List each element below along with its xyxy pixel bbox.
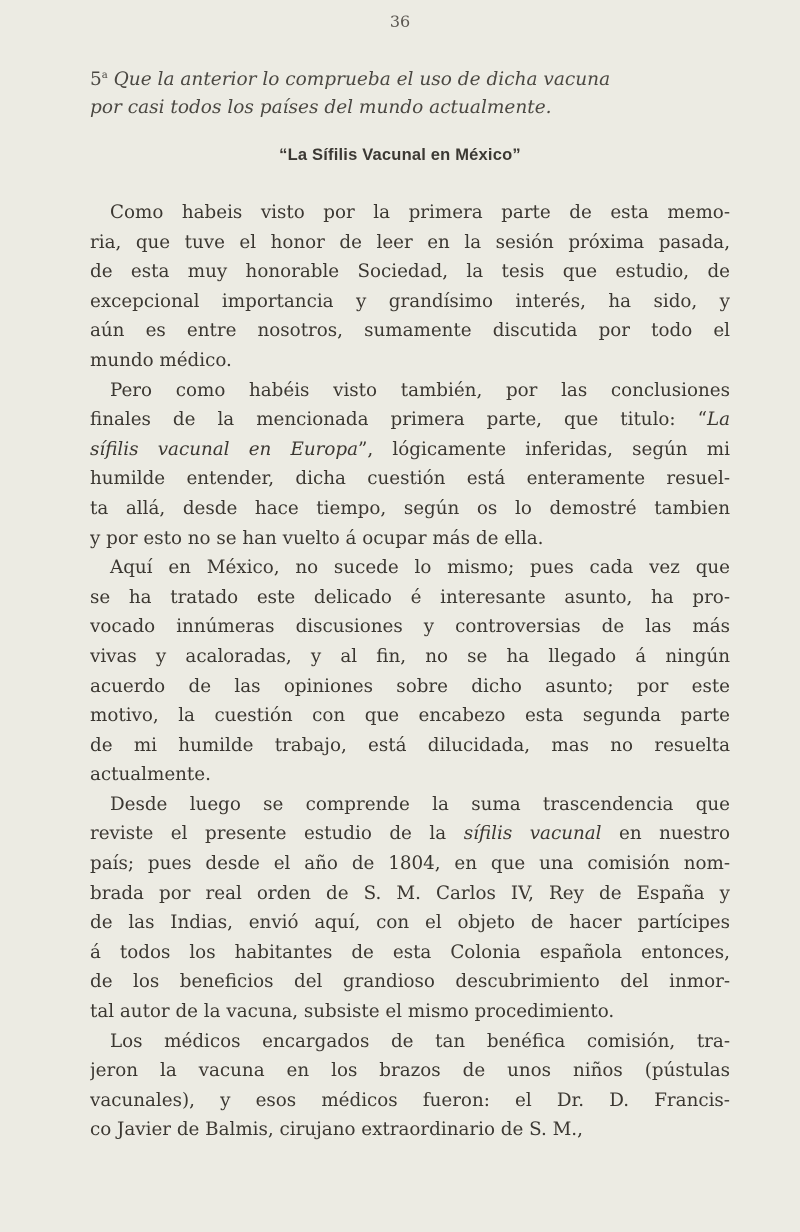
text-line <box>90 553 730 583</box>
text-span: vacunales), y esos médicos fueron: el Dr. D. Francis- <box>90 1089 730 1111</box>
text-line <box>90 494 730 524</box>
text-line <box>90 997 730 1027</box>
text-line <box>90 198 730 228</box>
text-line <box>90 849 730 879</box>
text-span: finales de la mencionada primera parte, que titulo: “ <box>90 409 707 431</box>
text-span: Como habeis visto por la primera parte de esta memo- <box>110 202 730 223</box>
text-line <box>90 879 730 909</box>
text-line <box>90 1027 730 1057</box>
section-heading-text-1: Que la anterior lo comprueba el uso de dicha vacuna <box>113 69 611 91</box>
text-line <box>90 731 730 761</box>
text-line <box>90 435 730 465</box>
text-span: ta allá, desde hace tiempo, según os lo demostré tambien <box>90 497 730 519</box>
text-span: se ha tratado este delicado é interesante asunto, ha pro- <box>90 586 730 608</box>
section-subtitle: “La Sífilis Vacunal en México” <box>279 146 521 164</box>
text-span: de los beneficios del grandioso descubrimiento del inmor- <box>90 971 730 993</box>
text-span: vivas y acaloradas, y al fin, no se ha llegado á ningún <box>90 645 730 667</box>
section-heading-line-1 <box>90 62 730 94</box>
text-span: y por esto no se han vuelto á ocupar más de ella. <box>90 527 544 549</box>
text-span: vocado innúmeras discusiones y controversias de las más <box>90 616 730 638</box>
text-line <box>90 967 730 997</box>
italic-text: sífilis vacunal en Europa <box>90 438 359 460</box>
text-line <box>90 760 730 790</box>
body-text <box>90 198 730 1145</box>
text-line <box>90 583 730 613</box>
text-line <box>90 701 730 731</box>
text-span: Los médicos encargados de tan benéfica comisión, tra- <box>110 1030 730 1052</box>
text-span: excepcional importancia y grandísimo interés, ha sido, y <box>90 290 730 312</box>
text-line <box>90 1056 730 1086</box>
section-number: 5 <box>90 69 102 91</box>
text-span: de las Indias, envió aquí, con el objeto de hacer partícipes <box>90 912 730 934</box>
text-span: actualmente. <box>90 764 211 786</box>
text-line <box>90 228 730 258</box>
text-line <box>90 672 730 702</box>
text-span: Pero como habéis visto también, por las conclusiones <box>110 379 730 401</box>
text-span: á todos los habitantes de esta Colonia española entonces, <box>90 941 730 963</box>
text-span: acuerdo de las opiniones sobre dicho asunto; por este <box>90 675 730 697</box>
text-line <box>90 938 730 968</box>
text-span: brada por real orden de S. M. Carlos IV, Rey de España y <box>90 882 730 904</box>
text-span: ”, lógicamente inferidas, según mi <box>358 438 730 460</box>
text-span: tal autor de la vacuna, subsiste el mismo procedimiento. <box>90 1001 615 1023</box>
text-line <box>90 346 730 376</box>
text-span: reviste el presente estudio de la <box>90 823 464 845</box>
text-line <box>90 376 730 406</box>
text-span: de mi humilde trabajo, está dilucidada, mas no resuelta <box>90 734 730 756</box>
text-span: Desde luego se comprende la suma trascendencia que <box>110 793 730 815</box>
text-span: humilde entender, dicha cuestión está enteramente resuel- <box>90 468 730 490</box>
text-span: de esta muy honorable Sociedad, la tesis que estudio, de <box>90 261 730 283</box>
section-heading-line-2: por casi todos los países del mundo actualmente. <box>90 97 552 119</box>
text-line <box>90 524 730 554</box>
section-number-superscript: a <box>101 70 108 81</box>
text-line <box>90 405 730 435</box>
text-line <box>90 257 730 287</box>
text-line <box>90 642 730 672</box>
text-span: motivo, la cuestión con que encabezo esta segunda parte <box>90 705 730 727</box>
text-line <box>90 790 730 820</box>
section-heading <box>90 62 730 122</box>
text-span: en nuestro <box>601 823 730 845</box>
text-line <box>90 612 730 642</box>
text-span: ria, que tuve el honor de leer en la sesión próxima pasada, <box>90 231 730 253</box>
text-line <box>90 1115 730 1145</box>
text-line <box>90 908 730 938</box>
text-span: jeron la vacuna en los brazos de unos niños (pústulas <box>90 1060 730 1082</box>
text-span: mundo médico. <box>90 349 232 371</box>
text-span: Aquí en México, no sucede lo mismo; pues cada vez que <box>110 557 730 579</box>
text-line <box>90 819 730 849</box>
text-span: aún es entre nosotros, sumamente discutida por todo el <box>90 320 730 342</box>
italic-text: sífilis vacunal <box>463 823 602 845</box>
italic-text: La <box>706 409 730 431</box>
page-number: 36 <box>389 12 411 31</box>
text-span: país; pues desde el año de 1804, en que una comisión nom- <box>90 853 730 875</box>
text-span: co Javier de Balmis, cirujano extraordinario de S. M., <box>90 1119 583 1141</box>
text-line <box>90 287 730 317</box>
text-line <box>90 1086 730 1116</box>
text-line <box>90 464 730 494</box>
text-line <box>90 316 730 346</box>
